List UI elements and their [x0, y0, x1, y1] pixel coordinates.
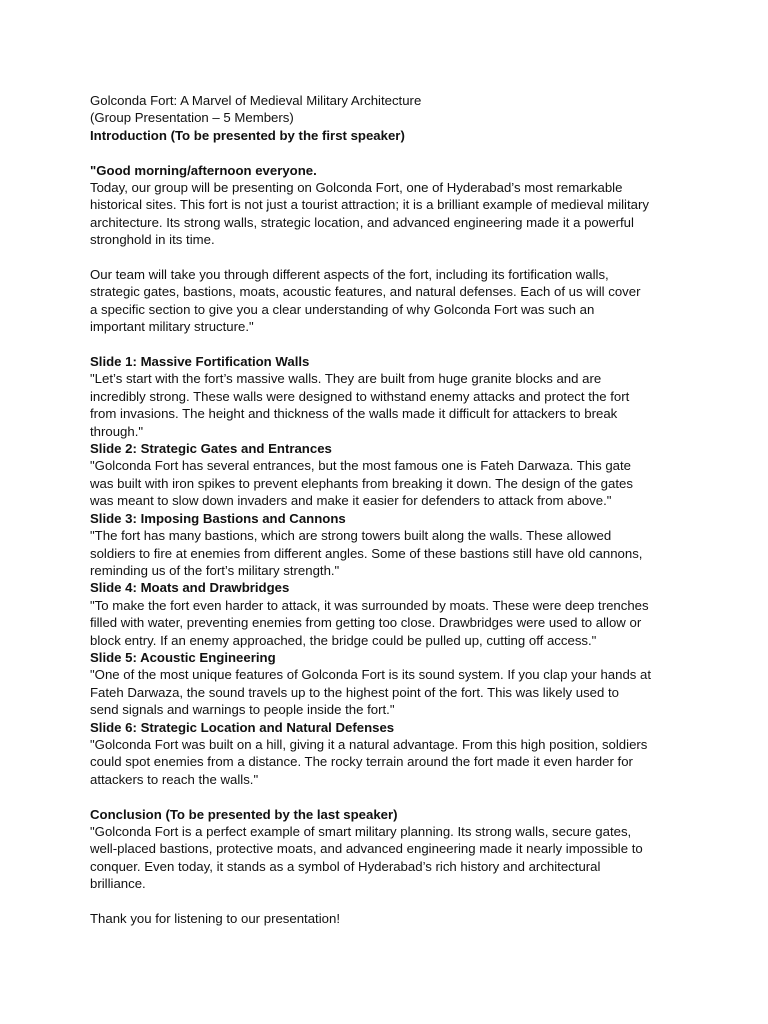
- intro-paragraph-2: [90, 266, 690, 336]
- text-line: "Golconda Fort is a perfect example of smart military planning. Its strong walls, secure gates,: [90, 824, 632, 839]
- slide-1-section: [90, 353, 690, 440]
- text-line: attackers to reach the walls.": [90, 771, 259, 787]
- text-line: well-placed bastions, protective moats, and advanced engineering made it nearly impossible to: [90, 841, 643, 857]
- text-line: "To make the fort even harder to attack, it was surrounded by moats. These were deep trenches: [90, 597, 649, 613]
- doc-title: Golconda Fort: A Marvel of Medieval Military Architecture: [90, 93, 422, 108]
- text-line: "Let’s start with the fort’s massive walls. They are built from huge granite blocks and are: [90, 371, 602, 387]
- text-line: Fateh Darwaza, the sound travels up to the highest point of the fort. This was likely used to: [90, 684, 620, 700]
- intro-heading: Introduction (To be presented by the first speaker): [90, 127, 405, 143]
- text-line: stronghold in its time.: [90, 232, 215, 248]
- slide-4-section: [90, 579, 690, 649]
- text-line: Our team will take you through different aspects of the fort, including its fortification walls,: [90, 267, 609, 283]
- text-line: Today, our group will be presenting on Golconda Fort, one of Hyderabad’s most remarkable: [90, 180, 623, 196]
- text-line: architecture. Its strong walls, strategic location, and advanced engineering made it a powerful: [90, 214, 634, 230]
- text-line: could spot enemies from a distance. The rocky terrain around the fort made it even harder for: [90, 754, 633, 770]
- text-line: "Golconda Fort has several entrances, but the most famous one is Fateh Darwaza. This gate: [90, 458, 632, 474]
- text-line: send signals and warnings to people inside the fort.": [90, 702, 395, 718]
- slide-heading: Slide 2: Strategic Gates and Entrances: [90, 441, 332, 457]
- text-line: strategic gates, bastions, moats, acoustic features, and natural defenses. Each of us will cover: [90, 284, 641, 300]
- slide-heading: Slide 3: Imposing Bastions and Cannons: [90, 510, 346, 526]
- text-line: brilliance.: [90, 876, 146, 892]
- document-body: [90, 92, 690, 927]
- slide-3-section: [90, 510, 690, 580]
- text-line: "Golconda Fort was built on a hill, giving it a natural advantage. From this high position, soldiers: [90, 736, 648, 752]
- text-line: "The fort has many bastions, which are strong towers built along the walls. These allowed: [90, 528, 612, 544]
- spacer: [90, 144, 690, 161]
- text-line: through.": [90, 423, 144, 439]
- text-line: conquer. Even today, it stands as a symbol of Hyderabad’s rich history and architectural: [90, 858, 601, 874]
- slide-2-section: [90, 440, 690, 510]
- text-line: from invasions. The height and thickness of the walls made it difficult for attackers to break: [90, 406, 618, 422]
- intro-greeting: "Good morning/afternoon everyone.: [90, 162, 317, 178]
- conclusion-heading: Conclusion (To be presented by the last speaker): [90, 806, 398, 822]
- conclusion-section: [90, 806, 690, 893]
- spacer: [90, 893, 690, 910]
- text-line: block entry. If an enemy approached, the bridge could be pulled up, cutting off access.": [90, 632, 597, 648]
- text-line: incredibly strong. These walls were designed to withstand enemy attacks and protect the fort: [90, 388, 630, 404]
- slide-heading: Slide 5: Acoustic Engineering: [90, 649, 276, 665]
- text-line: "One of the most unique features of Golconda Fort is its sound system. If you clap your hands at: [90, 667, 652, 683]
- closing-line: Thank you for listening to our presentation!: [90, 911, 340, 927]
- slide-heading: Slide 6: Strategic Location and Natural Defenses: [90, 719, 395, 735]
- spacer: [90, 249, 690, 266]
- text-line: was built with iron spikes to prevent elephants from breaking it down. The design of the gates: [90, 475, 633, 491]
- text-line: soldiers to fire at enemies from different angles. Some of these bastions still have old cannons,: [90, 545, 643, 561]
- text-line: a specific section to give you a clear understanding of why Golconda Fort was such an: [90, 301, 595, 317]
- text-line: historical sites. This fort is not just a tourist attraction; it is a brilliant example of medieval military: [90, 197, 649, 213]
- text-line: filled with water, preventing enemies from getting too close. Drawbridges were used to allow or: [90, 615, 642, 631]
- text-line: reminding us of the fort’s military strength.": [90, 562, 340, 578]
- doc-subtitle: (Group Presentation – 5 Members): [90, 110, 294, 126]
- slide-heading: Slide 1: Massive Fortification Walls: [90, 354, 310, 370]
- text-line: important military structure.": [90, 319, 254, 335]
- text-line: was meant to slow down invaders and make it easier for defenders to attack from above.": [90, 493, 612, 509]
- slide-6-section: [90, 719, 690, 789]
- spacer: [90, 788, 690, 805]
- spacer: [90, 336, 690, 353]
- slide-heading: Slide 4: Moats and Drawbridges: [90, 580, 290, 596]
- slide-5-section: [90, 649, 690, 719]
- intro-paragraph-1: [90, 179, 690, 249]
